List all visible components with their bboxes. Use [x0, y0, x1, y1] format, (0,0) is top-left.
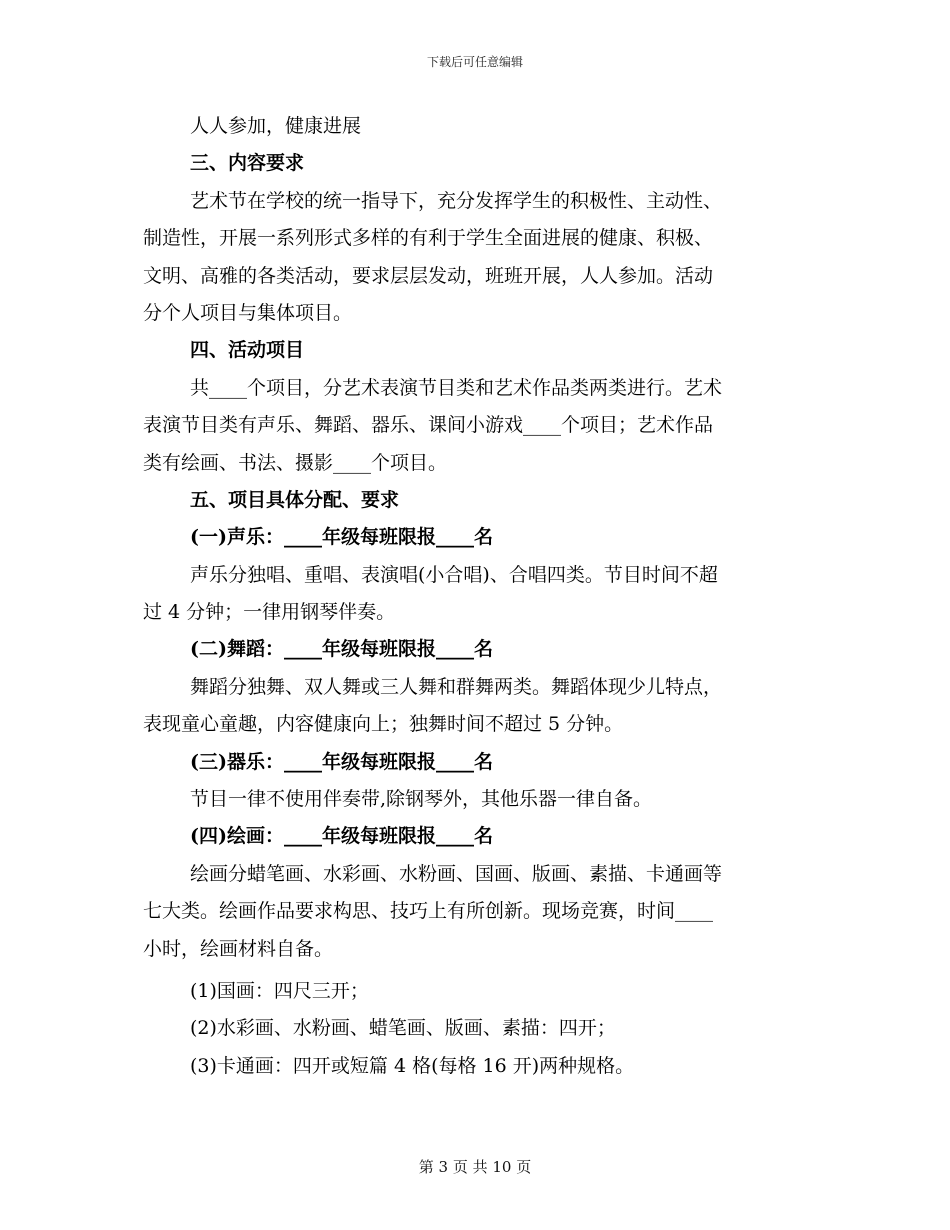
list-item: (1)国画：四尺三开；: [190, 979, 369, 1002]
subsection-heading: (四)绘画：____年级每班限报____名: [190, 825, 493, 848]
list-item: (3)卡通画：四开或短篇 4 格(每格 16 开)两种规格。: [190, 1054, 635, 1077]
paragraph-line: 舞蹈分独舞、双人舞或三人舞和群舞两类。舞蹈体现少儿特点，: [190, 675, 723, 698]
section-heading: 三、内容要求: [190, 152, 305, 175]
paragraph-line: 类有绘画、书法、摄影____个项目。: [143, 451, 448, 474]
section-heading: 五、项目具体分配、要求: [190, 488, 400, 511]
paragraph-line: 人人参加，健康进展: [190, 115, 362, 137]
paragraph-line: 文明、高雅的各类活动，要求层层发动，班班开展，人人参加。活动: [143, 264, 714, 287]
paragraph-line: 表演节目类有声乐、舞蹈、器乐、课间小游戏____个项目；艺术作品: [143, 414, 714, 437]
document-body: [143, 108, 808, 1085]
subsection-heading: (一)声乐：____年级每班限报____名: [190, 526, 493, 549]
paragraph-line: 艺术节在学校的统一指导下，充分发挥学生的积极性、主动性、: [190, 189, 723, 212]
paragraph-line: 节目一律不使用伴奏带,除钢琴外，其他乐器一律自备。: [190, 788, 653, 811]
page-header: 下载后可任意编辑: [426, 55, 523, 69]
paragraph-line: 绘画分蜡笔画、水彩画、水粉画、国画、版画、素描、卡通画等: [190, 862, 723, 885]
paragraph-line: 过 4 分钟；一律用钢琴伴奏。: [143, 601, 396, 624]
paragraph-line: 共____个项目，分艺术表演节目类和艺术作品类两类进行。艺术: [190, 376, 723, 399]
section-heading: 四、活动项目: [190, 339, 305, 362]
list-item: (2)水彩画、水粉画、蜡笔画、版画、素描：四开；: [190, 1017, 616, 1040]
paragraph-line: 表现童心童趣，内容健康向上；独舞时间不超过 5 分钟。: [143, 713, 624, 736]
paragraph-line: 声乐分独唱、重唱、表演唱(小合唱)、合唱四类。节目时间不超: [190, 563, 718, 586]
page-footer: 第 3 页 共 10 页: [418, 1158, 532, 1176]
subsection-heading: (三)器乐：____年级每班限报____名: [190, 750, 493, 773]
paragraph-line: 分个人项目与集体项目。: [143, 301, 353, 324]
paragraph-line: 制造性，开展一系列形式多样的有利于学生全面进展的健康、积极、: [143, 227, 714, 250]
paragraph-line: 七大类。绘画作品要求构思、技巧上有所创新。现场竞赛，时间____: [143, 900, 714, 923]
subsection-heading: (二)舞蹈：____年级每班限报____名: [190, 638, 493, 661]
paragraph-line: 小时，绘画材料自备。: [143, 937, 334, 960]
